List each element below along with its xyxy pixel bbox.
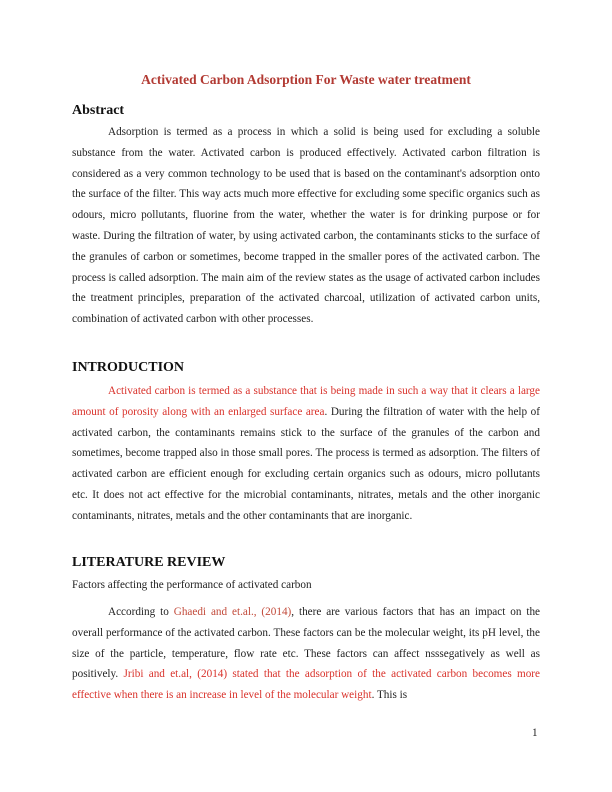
page-number: 1 <box>532 727 538 739</box>
literature-text-mid: , there are various factors that has an impact on the overall performance of the activated carbon. These factors can be the molecular weight, its pH level, the size of the particle, temperature, flow rate etc. These factors can affect nsssegatively as well as positively. <box>72 606 541 681</box>
literature-review-subheading: Factors affecting the performance of activated carbon <box>72 579 312 591</box>
literature-highlighted-text: Jribi and et.al, (2014) stated that the adsorption of the activated carbon becomes more effective when there is an increase in level of the molecular weight <box>72 668 540 702</box>
introduction-heading: INTRODUCTION <box>72 360 185 375</box>
citation-ghaedi: Ghaedi and et.al., (2014) <box>173 606 292 618</box>
abstract-paragraph: Adsorption is termed as a process in which a solid is being used for excluding a soluble substance from the water. Activated carbon is produced effectively. Activated carbon filtration is considered as a very common technology to be used that is based on the contaminant's adsorption onto the surface of the filter. This way acts much more effective for excluding some specific organics such as odours, micro pollutants, fluorine from the water, whether the water is for drinking purpose or for waste. During the filtration of water, by using activated carbon, the contaminants sticks to the surface of the granules of carbon or sometimes, become trapped in the smaller pores of the activated carbon. The process is called adsorption. The main aim of the review states as the usage of activated carbon includes the treatment principles, preparation of the activated charcoal, utilization of activated carbon units, combination of activated carbon with other processes. <box>72 126 540 326</box>
introduction-paragraph <box>72 381 540 527</box>
literature-review-paragraph <box>72 602 540 706</box>
document-title: Activated Carbon Adsorption For Waste water treatment <box>141 72 471 87</box>
introduction-text: . During the filtration of water with the help of activated carbon, the contaminants remains stick to the surface of the granules of the carbon and sometimes, become trapped also in those small pores. The process is termed as adsorption. The filters of activated carbon are efficient enough for excluding certain organics such as odours, micro pollutants etc. It does not act effective for the microbial contaminants, nitrates, metals and the other inorganic contaminants, nitrates, metals and the other contaminants that are inorganic. <box>72 405 541 522</box>
literature-text-start: According to <box>108 606 174 618</box>
literature-text-end: . This is <box>371 689 408 702</box>
abstract-heading: Abstract <box>72 103 125 118</box>
introduction-highlighted-text: Activated carbon is termed as a substance that is being made in such a way that it clears a large amount of porosity along with an enlarged surface area <box>72 385 540 418</box>
literature-review-heading: LITERATURE REVIEW <box>72 555 226 570</box>
